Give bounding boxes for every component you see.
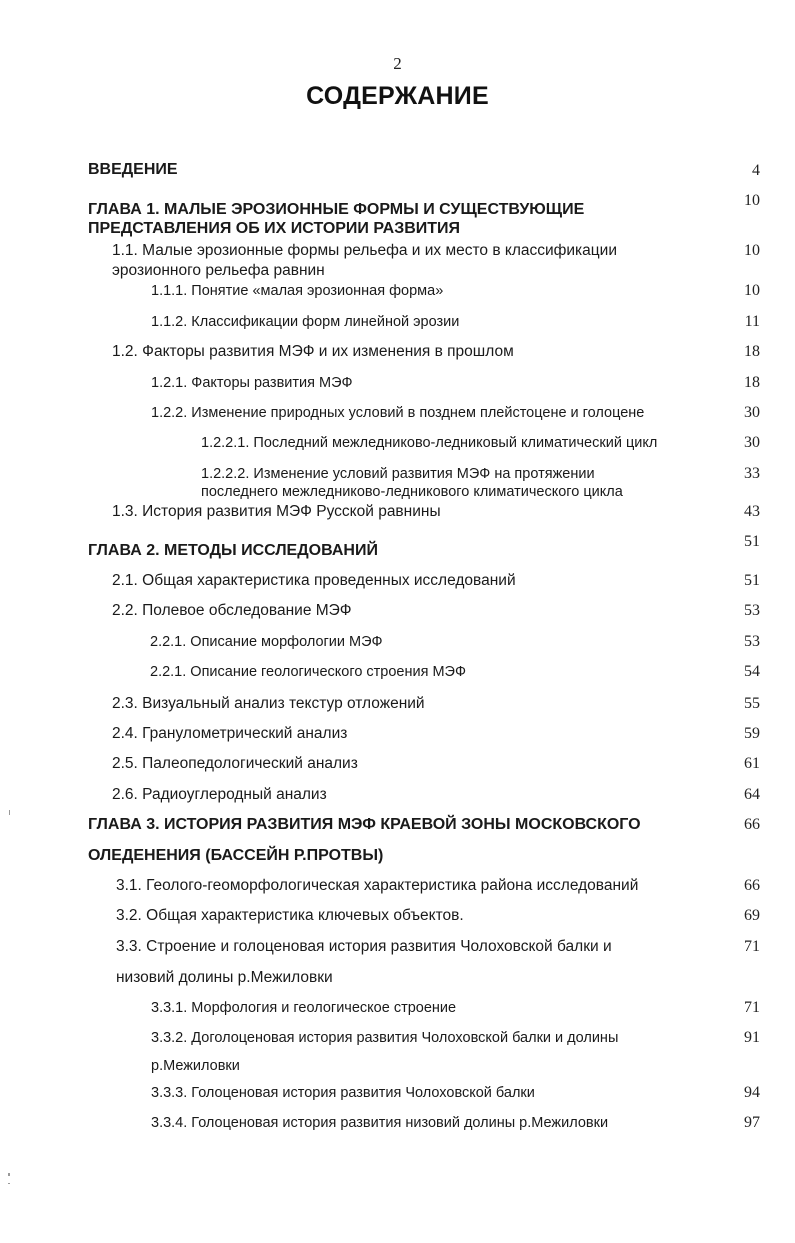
toc-entry-title: ГЛАВА 3. ИСТОРИЯ РАЗВИТИЯ МЭФ КРАЕВОЙ ЗОНЫ МОСКОВСКОГО: [88, 816, 641, 833]
toc-entry-page: 10: [744, 282, 760, 299]
toc-entry-page: 18: [744, 343, 760, 360]
toc-entry-title: 3.2. Общая характеристика ключевых объектов.: [116, 907, 464, 924]
scan-speck: [8, 1183, 10, 1184]
toc-entry-title: 3.1. Геолого-геоморфологическая характеристика района исследований: [116, 877, 639, 894]
scan-speck: [9, 810, 10, 815]
toc-entry-page: 43: [744, 503, 760, 520]
toc-entry-title-cont: р.Межиловки: [151, 1058, 240, 1074]
toc-entry-title: 2.1. Общая характеристика проведенных исследований: [112, 572, 516, 589]
toc-entry-title: ГЛАВА 2. МЕТОДЫ ИССЛЕДОВАНИЙ: [88, 542, 378, 559]
toc-entry-page: 71: [744, 938, 760, 955]
toc-entry-page: 51: [744, 533, 760, 550]
toc-entry-page: 66: [744, 816, 760, 833]
toc-entry-page: 18: [744, 374, 760, 391]
toc-entry-page: 66: [744, 877, 760, 894]
toc-entry-title-cont: последнего межледниково-ледникового климатического цикла: [201, 484, 623, 500]
toc-entry-title: 1.3. История развития МЭФ Русской равнины: [112, 503, 441, 520]
toc-entry-title: ВВЕДЕНИЕ: [88, 161, 178, 178]
toc-entry-page: 10: [744, 192, 760, 209]
page-number: 2: [393, 54, 402, 73]
toc-entry-title: 2.2.1. Описание морфологии МЭФ: [150, 634, 383, 650]
toc-entry-title: 2.2.1. Описание геологического строения МЭФ: [150, 664, 467, 680]
toc-entry-title: 1.2.2. Изменение природных условий в позднем плейстоцене и голоцене: [151, 405, 645, 421]
toc-entry-page: 59: [744, 725, 760, 742]
toc-entry-title: 2.3. Визуальный анализ текстур отложений: [112, 695, 425, 712]
toc-entry-title-cont: эрозионного рельефа равнин: [112, 262, 325, 279]
toc-entry-title: 3.3.1. Морфология и геологическое строение: [151, 1000, 457, 1016]
toc-entry-page: 54: [744, 663, 760, 680]
toc-entry-page: 33: [744, 465, 760, 482]
toc-entry-title-cont: ПРЕДСТАВЛЕНИЯ ОБ ИХ ИСТОРИИ РАЗВИТИЯ: [88, 220, 461, 237]
toc-entry-page: 91: [744, 1029, 760, 1046]
toc-entry-title: 2.6. Радиоуглеродный анализ: [112, 786, 327, 803]
toc-entry-title: 1.2.2.1. Последний межледниково-ледниковый климатический цикл: [201, 435, 658, 451]
toc-entry-page: 61: [744, 755, 760, 772]
toc-entry-page: 10: [744, 242, 760, 259]
toc-entry-page: 69: [744, 907, 760, 924]
toc-entry-page: 71: [744, 999, 760, 1016]
toc-entry-page: 4: [752, 162, 760, 179]
toc-entry-page: 30: [744, 434, 760, 451]
toc-entry-page: 53: [744, 602, 760, 619]
toc-entry-page: 30: [744, 404, 760, 421]
toc-entry-title: 1.2.1. Факторы развития МЭФ: [151, 375, 353, 391]
toc-entry-title: 1.1. Малые эрозионные формы рельефа и их место в классификации: [112, 242, 617, 259]
toc-entry-title: 1.1.1. Понятие «малая эрозионная форма»: [151, 283, 444, 299]
toc-entry-page: 11: [744, 313, 760, 330]
toc-entry-page: 53: [744, 633, 760, 650]
toc-entry-title: 1.1.2. Классификации форм линейной эрозии: [151, 314, 460, 330]
toc-entry-page: 64: [744, 786, 760, 803]
toc-entry-page: 55: [744, 695, 760, 712]
toc-entry-title: ГЛАВА 1. МАЛЫЕ ЭРОЗИОННЫЕ ФОРМЫ И СУЩЕСТВУЮЩИЕ: [88, 201, 585, 218]
toc-entry-title-cont: низовий долины р.Межиловки: [116, 969, 333, 986]
toc-entry-title-cont: ОЛЕДЕНЕНИЯ (БАССЕЙН Р.ПРОТВЫ): [88, 847, 384, 864]
page-title: СОДЕРЖАНИЕ: [306, 82, 489, 110]
toc-entry-title: 3.3.2. Доголоценовая история развития Чолоховской балки и долины: [151, 1030, 619, 1046]
toc-entry-title: 3.3. Строение и голоценовая история развития Чолоховской балки и: [116, 938, 612, 955]
toc-entry-title: 2.5. Палеопедологический анализ: [112, 755, 358, 772]
toc-entry-title: 2.2. Полевое обследование МЭФ: [112, 602, 352, 619]
toc-entry-title: 1.2. Факторы развития МЭФ и их изменения в прошлом: [112, 343, 514, 360]
toc-entry-title: 3.3.4. Голоценовая история развития низовий долины р.Межиловки: [151, 1115, 609, 1131]
toc-entry-page: 94: [744, 1084, 760, 1101]
toc-entry-page: 51: [744, 572, 760, 589]
toc-entry-page: 97: [744, 1114, 760, 1131]
scan-speck: [8, 1173, 10, 1176]
toc-entry-title: 1.2.2.2. Изменение условий развития МЭФ на протяжении: [201, 466, 595, 482]
toc-entry-title: 3.3.3. Голоценовая история развития Чолоховской балки: [151, 1085, 535, 1101]
toc-entry-title: 2.4. Гранулометрический анализ: [112, 725, 348, 742]
